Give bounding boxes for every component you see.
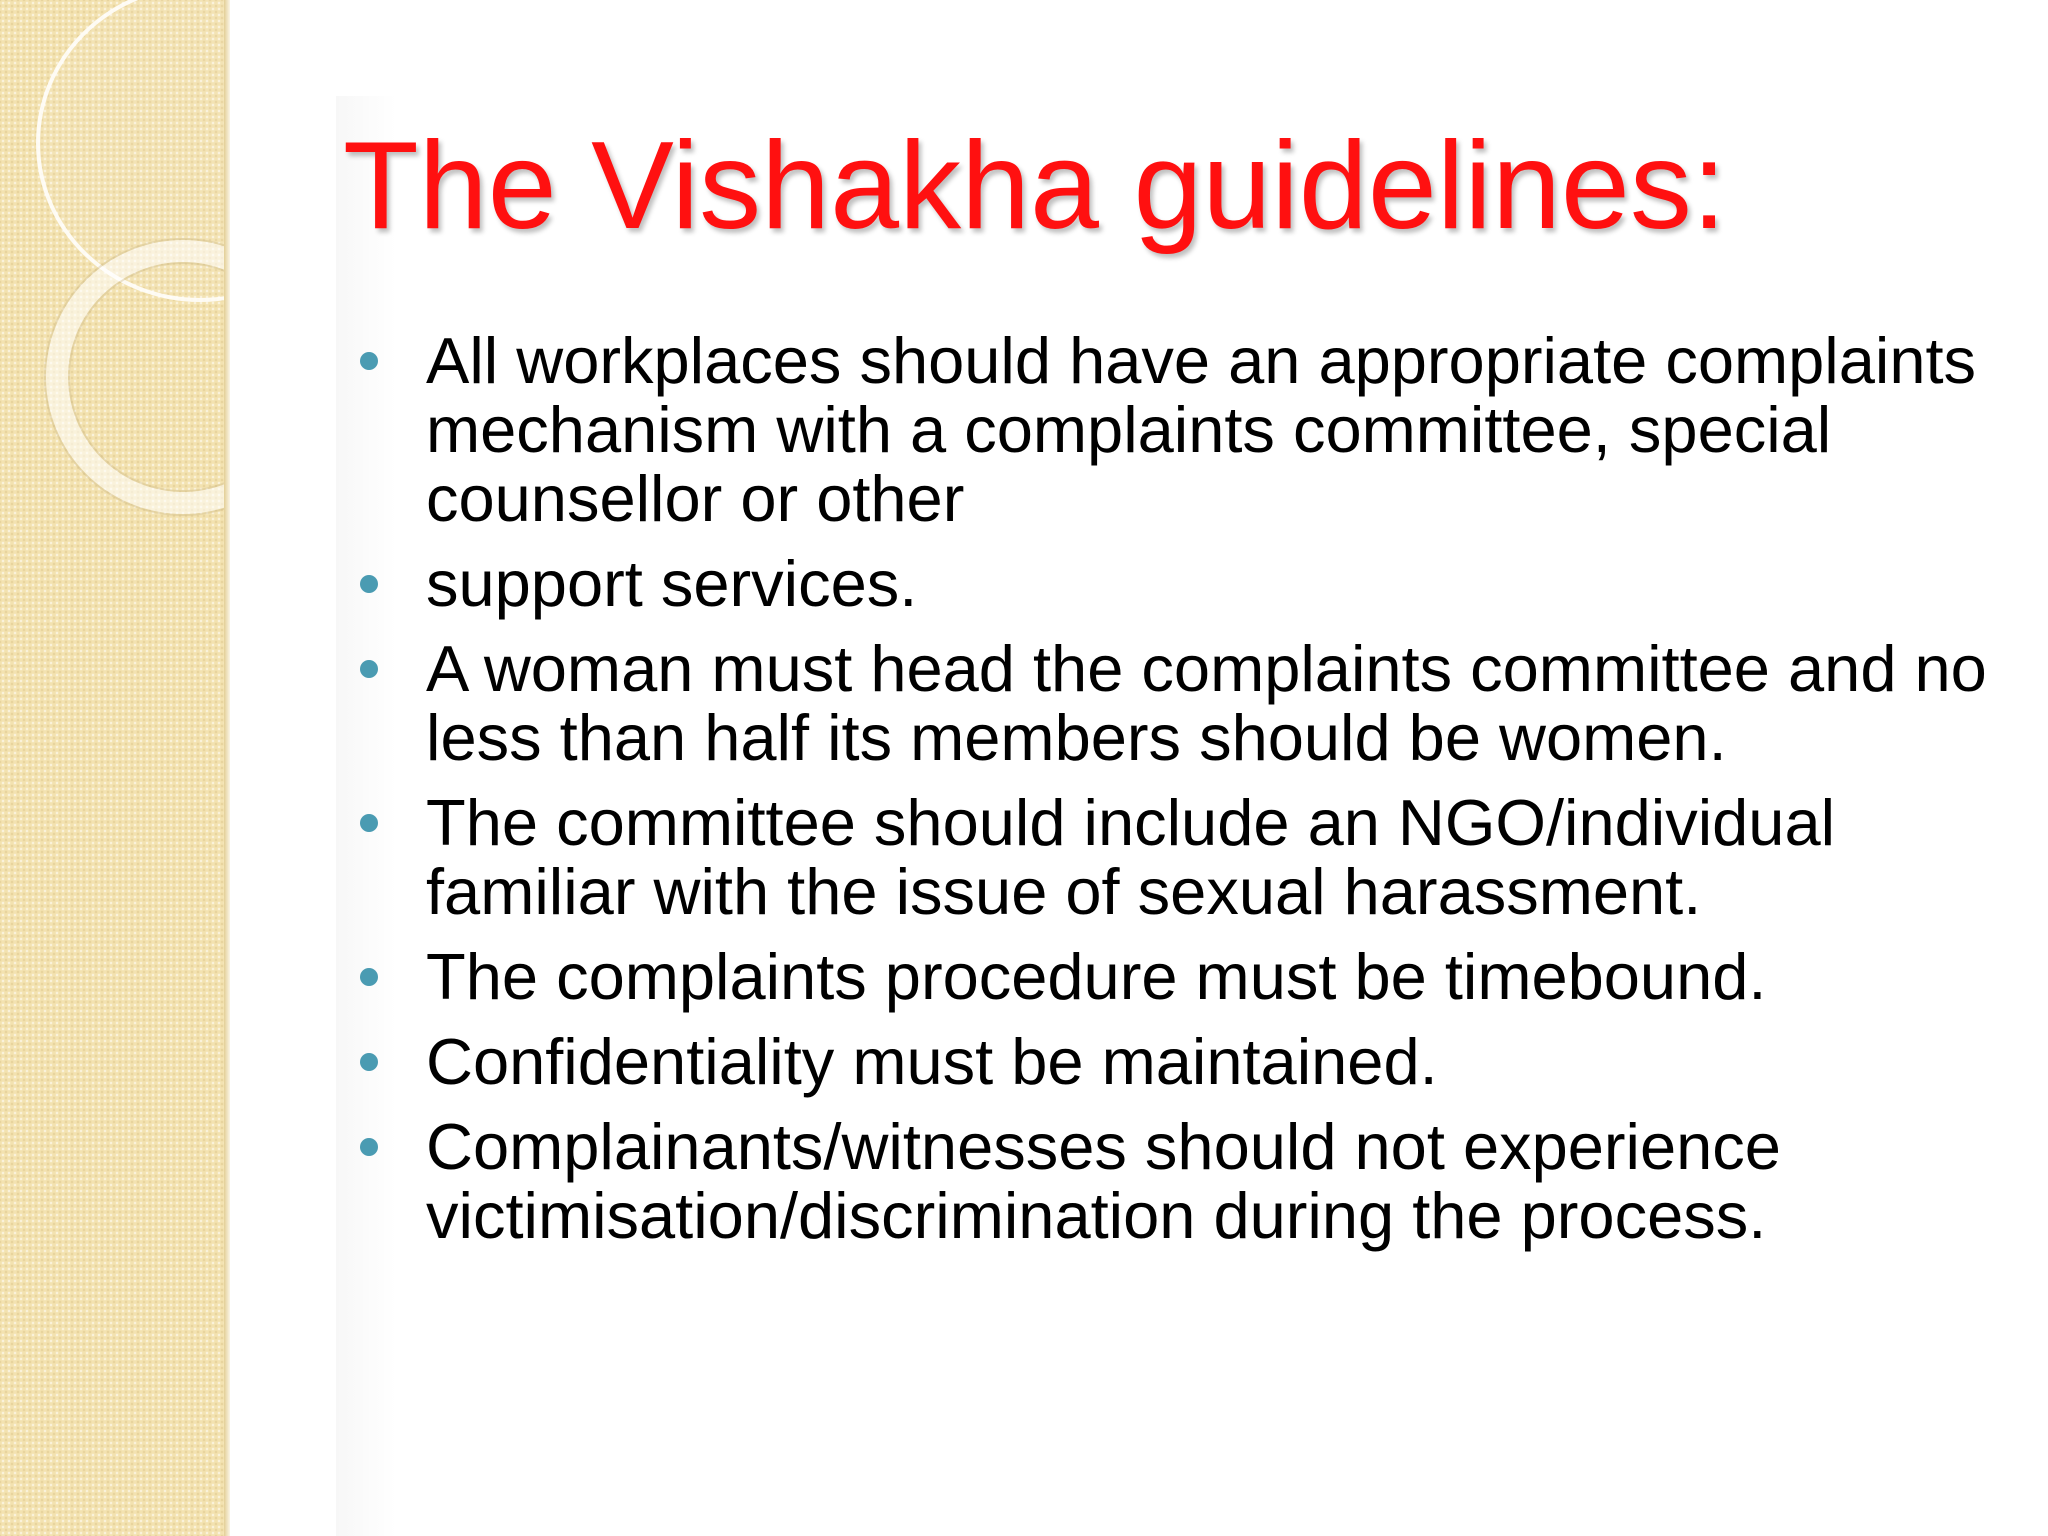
bullet-list [360,326,2000,1266]
bullet-text: Confidentiality must be maintained. [426,1025,1438,1098]
bullet-item [360,1027,2000,1096]
bullet-dot-icon [360,575,378,593]
decorative-ring-small [46,240,228,514]
bullet-item [360,549,2000,618]
bullet-dot-icon [360,1053,378,1071]
bullet-item [360,1112,2000,1250]
decorative-sidebar [0,0,228,1536]
bullet-text: All workplaces should have an appropriate complaints mechanism with a complaints committee, special counsellor or other [426,324,1977,535]
slide-title: The Vishakha guidelines: [343,117,1727,255]
bullet-dot-icon [360,1138,378,1156]
bullet-dot-icon [360,660,378,678]
bullet-item [360,326,2000,533]
bullet-item [360,788,2000,926]
bullet-item [360,634,2000,772]
bullet-text: The complaints procedure must be timebound. [426,940,1767,1013]
bullet-text: Complainants/witnesses should not experience victimisation/discrimination during the process. [426,1110,1781,1252]
bullet-text: The committee should include an NGO/individual familiar with the issue of sexual harassment. [426,786,1836,928]
bullet-item [360,942,2000,1011]
bullet-text: support services. [426,547,918,620]
bullet-text: A woman must head the complaints committee and no less than half its members should be women. [426,632,1987,774]
bullet-dot-icon [360,814,378,832]
bullet-dot-icon [360,968,378,986]
sidebar-edge [224,0,230,1536]
bullet-dot-icon [360,352,378,370]
